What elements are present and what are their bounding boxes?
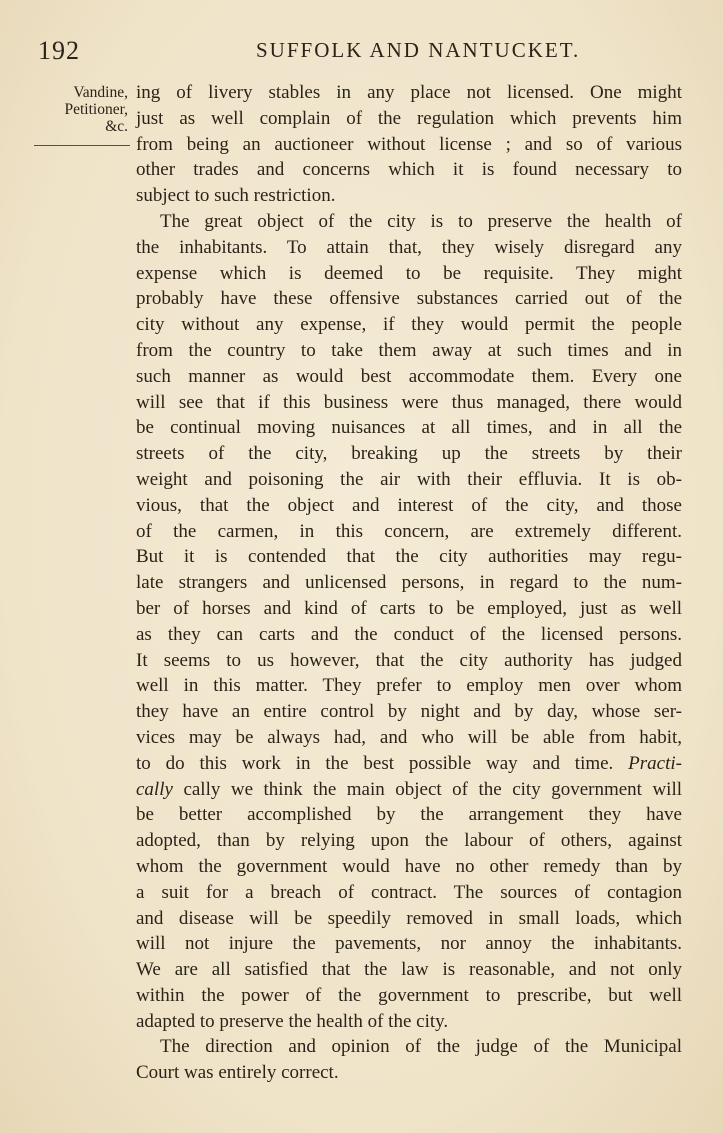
text-line: We are all satisfied that the law is reasonable, and not only bbox=[136, 959, 682, 981]
paragraph-start-line: The great object of the city is to preserve the health of bbox=[160, 210, 682, 232]
text-line: will not injure the pavements, nor annoy the inhabitants. bbox=[136, 933, 682, 955]
marginal-note-line: Vandine, bbox=[73, 84, 128, 101]
text-line: ing of livery stables in any place not licensed. One might bbox=[136, 82, 682, 103]
text-line: adopted, than by relying upon the labour of others, against bbox=[136, 830, 682, 852]
body-text bbox=[136, 80, 682, 1086]
text-line: But it is contended that the city authorities may regu- bbox=[136, 546, 682, 568]
text-line: expense which is deemed to be requisite. They might bbox=[136, 262, 682, 284]
text-line: It seems to us however, that the city authority has judged bbox=[136, 649, 682, 671]
text-line: streets of the city, breaking up the streets by their bbox=[136, 443, 682, 465]
text-line-with-italic bbox=[136, 777, 682, 803]
page-number: 192 bbox=[38, 36, 80, 65]
text-segment: cally we think the main object of the city government will bbox=[183, 778, 682, 800]
text-line: be continual moving nuisances at all times, and in all the bbox=[136, 417, 682, 439]
text-line: vious, that the object and interest of the city, and those bbox=[136, 494, 682, 516]
text-line: will see that if this business were thus managed, there would bbox=[136, 391, 682, 413]
text-line: city without any expense, if they would permit the people bbox=[136, 314, 682, 336]
text-line: and disease will be speedily removed in small loads, which bbox=[136, 907, 682, 929]
marginal-note-line: &c. bbox=[105, 118, 128, 135]
text-line: as they can carts and the conduct of the licensed persons. bbox=[136, 623, 682, 645]
text-line: Court was entirely correct. bbox=[136, 1062, 339, 1084]
text-line: whom the government would have no other remedy than by bbox=[136, 855, 682, 877]
text-line: within the power of the government to prescribe, but well bbox=[136, 984, 682, 1006]
text-line: adapted to preserve the health of the city. bbox=[136, 1010, 449, 1032]
text-line: from being an auctioneer without license ; and so of various bbox=[136, 133, 682, 155]
text-line-with-italic bbox=[136, 751, 682, 777]
marginal-note-line: Petitioner, bbox=[64, 101, 128, 118]
italic-word: Practi- bbox=[628, 752, 682, 774]
text-line: such manner as would best accommodate them. Every one bbox=[136, 365, 682, 387]
text-line: the inhabitants. To attain that, they wisely disregard any bbox=[136, 236, 682, 258]
text-line: from the country to take them away at such times and in bbox=[136, 339, 682, 361]
text-line: well in this matter. They prefer to employ men over whom bbox=[136, 675, 682, 697]
running-title: SUFFOLK AND NANTUCKET. bbox=[256, 38, 581, 62]
text-line: just as well complain of the regulation which prevents him bbox=[136, 107, 682, 129]
text-line: weight and poisoning the air with their effluvia. It is ob- bbox=[136, 468, 682, 490]
text-line: probably have these offensive substances carried out of the bbox=[136, 288, 682, 310]
text-line: be better accomplished by the arrangement they have bbox=[136, 804, 682, 826]
text-segment: to do this work in the best possible way and time. bbox=[136, 752, 614, 774]
italic-word: cally bbox=[136, 778, 173, 800]
text-line: ber of horses and kind of carts to be employed, just as well bbox=[136, 597, 682, 619]
text-line: a suit for a breach of contract. The sources of contagion bbox=[136, 881, 682, 903]
marginal-rule bbox=[34, 145, 130, 146]
text-line: late strangers and unlicensed persons, in regard to the num- bbox=[136, 572, 682, 594]
text-line: they have an entire control by night and by day, whose ser- bbox=[136, 701, 682, 723]
paragraph-start-line: The direction and opinion of the judge of the Municipal bbox=[160, 1036, 682, 1058]
text-line: subject to such restriction. bbox=[136, 185, 336, 207]
text-line: vices may be always had, and who will be able from habit, bbox=[136, 726, 682, 748]
text-line: of the carmen, in this concern, are extremely different. bbox=[136, 520, 682, 542]
text-line: other trades and concerns which it is found necessary to bbox=[136, 159, 682, 181]
marginal-note bbox=[20, 84, 128, 135]
